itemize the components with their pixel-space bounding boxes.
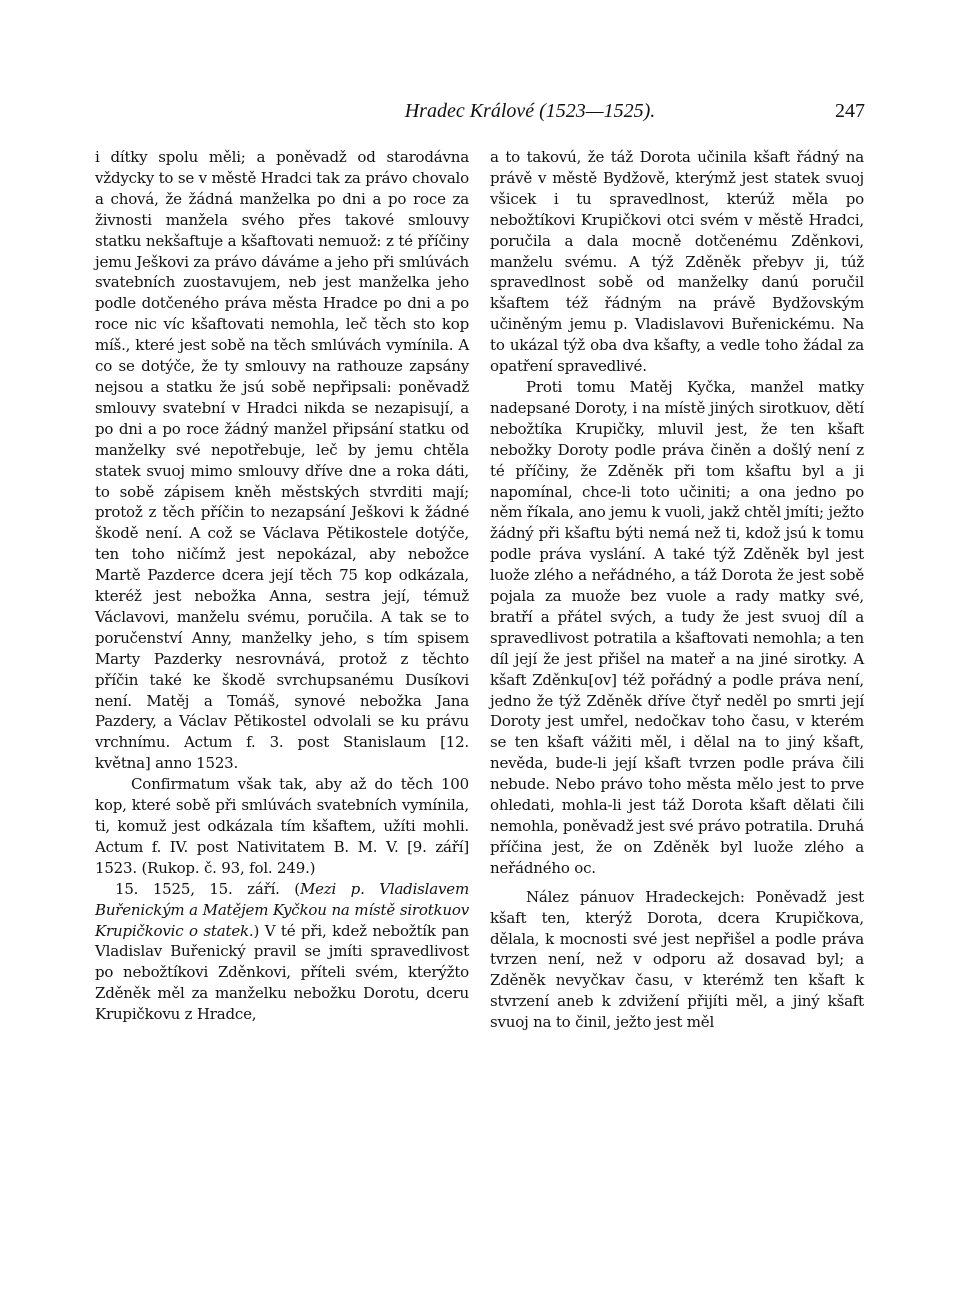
running-head <box>95 100 865 130</box>
section-number: 15. 1525, 15. září. ( <box>115 879 300 898</box>
right-column <box>490 147 864 1033</box>
paragraph: Proti tomu Matěj Kyčka, manžel matky nadepsané Doroty, i na místě jiných sirotkuov, dětí nebožtíka Krupičky, mluvil jest, že ten kšaft nebožky Doroty podle práva činěn a došlý není z té příčiny, že Zděněk při tom kšaftu byl a ji napomínal, chce-li toto učiniti; a ona jedno po něm říkala, ano jemu k vuoli, jakž chtěl jmíti; ježto žádný při kšaftu býti nemá než ti, kdož jsú k tomu podle práva vyslání. A také týž Zděněk byl jest luože zlého a neřádného, a táž Dorota že jest sobě pojala za muože bez vuole a rady matky své, bratří a přátel svých, a tudy že jest svuoj díl a spravedlivost potratila a kšaftovati nemohla; a ten díl její že jest přišel na mateř a na jiné sirotky. A kšaft Zděnku[ov] též pořádný a podle práva není, jedno že týž Zděněk dříve čtyř neděl po smrti její Doroty jest umřel, nedočkav toho času, v kterém se ten kšaft vážiti měl, i dělal na to jiný kšaft, nevěda, bude-li její kšaft tvrzen podle práva čili nebude. Nebo právo toho města mělo jest to prve ohledati, mohla-li jest táž Dorota kšaft dělati čili nemohla, poněvadž jest své právo potratila. Druhá příčina jest, že on Zděněk byl luože zlého a neřádného oc. <box>490 377 864 877</box>
running-title: Hradec Králové (1523—1525). <box>404 100 656 122</box>
left-column <box>95 147 469 1025</box>
paragraph: i dítky spolu měli; a poněvadž od starodávna vždycky to se v městě Hradci tak za právo chovalo a chová, že žádná manželka po dni a po roce za živnosti manžela svého přes takové smlouvy statku nekšaftuje a kšaftovati nemuož: z té příčiny jemu Ješkovi za právo dáváme a jeho při smlúvách svatebních zuostavujem, neb jest manželka jeho podle dotčeného práva města Hradce po dni a po roce nic víc kšaftovati nemohla, leč těch sto kop míš., které jest sobě na těch smlúvách vymínila. A co se dotýče, že ty smlouvy na rathouze zapsány nejsou a statku že jsú sobě nepřipsali: poněvadž smlouvy svatební v Hradci nikda se nezapisují, a po dni a po roce žádný manžel připsání statku od manželky své nepotřebuje, leč by jemu chtěla statek svuoj mimo smlouvy dříve dne a roka dáti, to sobě zápisem kněh městských stvrditi mají; protož z těch příčin to nezapsání Ješkovi k žádné škodě není. A což se Václava Pětikostele dotýče, ten toho ničímž jest nepokázal, aby nebožce Martě Pazderce dcera její těch 75 kop odkázala, kteréž jest nebožka Anna, sestra její, témuž Václavovi, manželu svému, poručila. A tak se to poručenství Anny, manželky jeho, s tím spisem Marty Pazderky nesrovnává, protož z těchto příčin také ke škodě svrchupsanému Dusíkovi není. Matěj a Tomáš, synové nebožka Jana Pazdery, a Václav Pětikostel odvolali se ku právu vrchnímu. Actum f. 3. post Stanislaum [12. května] anno 1523. <box>95 148 469 773</box>
section-heading: Mezi p. Vladislavem Buřenickým a Matějem Kyčkou na místě sirotkuov Krupičkovic o statek. <box>95 879 469 940</box>
paragraph: a to takovú, že táž Dorota učinila kšaft řádný na právě v městě Bydžově, kterýmž jest statek svuoj všicek i tu spravedlnost, kterúž měla po nebožtíkovi Krupičkovi otci svém v městě Hradci, poručila a dala mocně dotčenému Zděnkovi, manželu svému. A týž Zděněk přebyv ji, túž spravedlnost sobě od manželky danú poručil kšaftem též řádným na právě Bydžovským učiněným jemu p. Vladislavovi Buřenickému. Na to ukázal týž oba dva kšafty, a vedle toho žádal za opatření spravedlivé. <box>490 148 864 376</box>
section-paragraph <box>95 879 469 1025</box>
paragraph: Confirmatum však tak, aby až do těch 100 kop, které sobě při smlúvách svatebních vymínila, ti, komuž jest odkázala tím kšaftem, užíti mohli. Actum f. IV. post Nativitatem B. M. V. [9. září] 1523. (Rukop. č. 93, fol. 249.) <box>95 775 469 877</box>
page-number: 247 <box>835 100 865 122</box>
paragraph: Nález pánuov Hradeckejch: Poněvadž jest kšaft ten, kterýž Dorota, dcera Krupičkova, dělala, k mocnosti své jest nepřišel a podle práva tvrzen není, než v odporu až dosavad byl; a Zděněk nevyčkav času, v kterémž ten kšaft k stvrzení aneb k zdvižení přijíti měl, a jiný kšaft svuoj na to činil, ježto jest měl <box>490 887 864 1032</box>
section-text: ) V té při, kdež nebožtík pan Vladislav Buřenický pravil se jmíti spravedlivost po nebožtíkovi Zděnkovi, příteli svém, kterýžto Zděněk měl za manželku nebožku Dorotu, dceru Krupičkovu z Hradce, <box>95 921 469 1024</box>
